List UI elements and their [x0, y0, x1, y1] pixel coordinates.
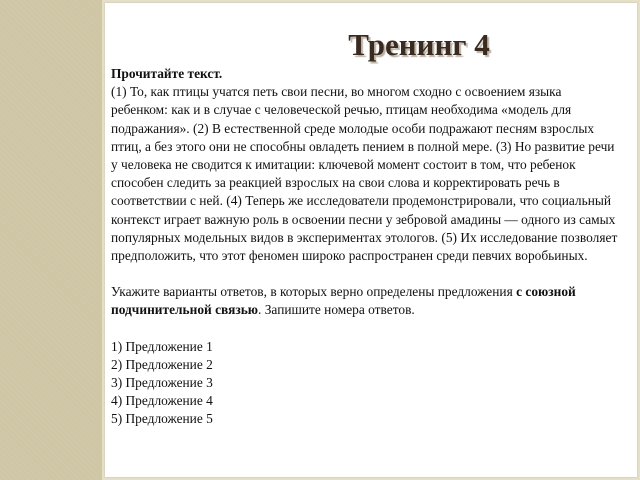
answer-option-4: 4) Предложение 4 [111, 393, 213, 409]
slide-title: Тренинг 4 [348, 27, 490, 62]
task-text [111, 283, 621, 319]
task-suffix: . Запишите номера ответов. [258, 302, 415, 318]
task-prefix: Укажите варианты ответов, в которых верно определены предложения [111, 284, 517, 300]
slide-content [111, 65, 621, 429]
passage-text: (1) То, как птицы учатся петь свои песни, во многом сходно с освоением языка ребенком: как и в случае с человеческой речью, птицам необходима «модель для подражания». (2) В естественной среде молодые особи подражают песням взрослых птиц, а без этого они не способны овладеть пением в полной мере. (3) Но развитие речи у человека не сводится к имитации: ключевой момент состоит в том, что ребенок способен следить за реакцией взрослых на свои слова и корректировать речь в соответствии с ней. (4) Теперь же исследователи продемонстрировали, что социальный контекст играет важную роль в освоении песни у зебровой амадины — одного из самых популярных модельных видов в экспериментах этологов. (5) Их исследование позволяет предположить, что этот феномен широко распространен среди певчих воробьиных. [111, 84, 618, 264]
answer-option-1: 1) Предложение 1 [111, 338, 213, 354]
task-emphasis: с союзной подчинительной связью [111, 284, 576, 318]
decorative-side-stripe [0, 0, 102, 480]
answer-option-5: 5) Предложение 5 [111, 411, 213, 427]
answer-option-3: 3) Предложение 3 [111, 375, 213, 391]
slide-panel [105, 3, 637, 477]
answer-options [111, 338, 621, 429]
answer-option-2: 2) Предложение 2 [111, 356, 213, 372]
instruction-text: Прочитайте текст. [111, 66, 223, 81]
